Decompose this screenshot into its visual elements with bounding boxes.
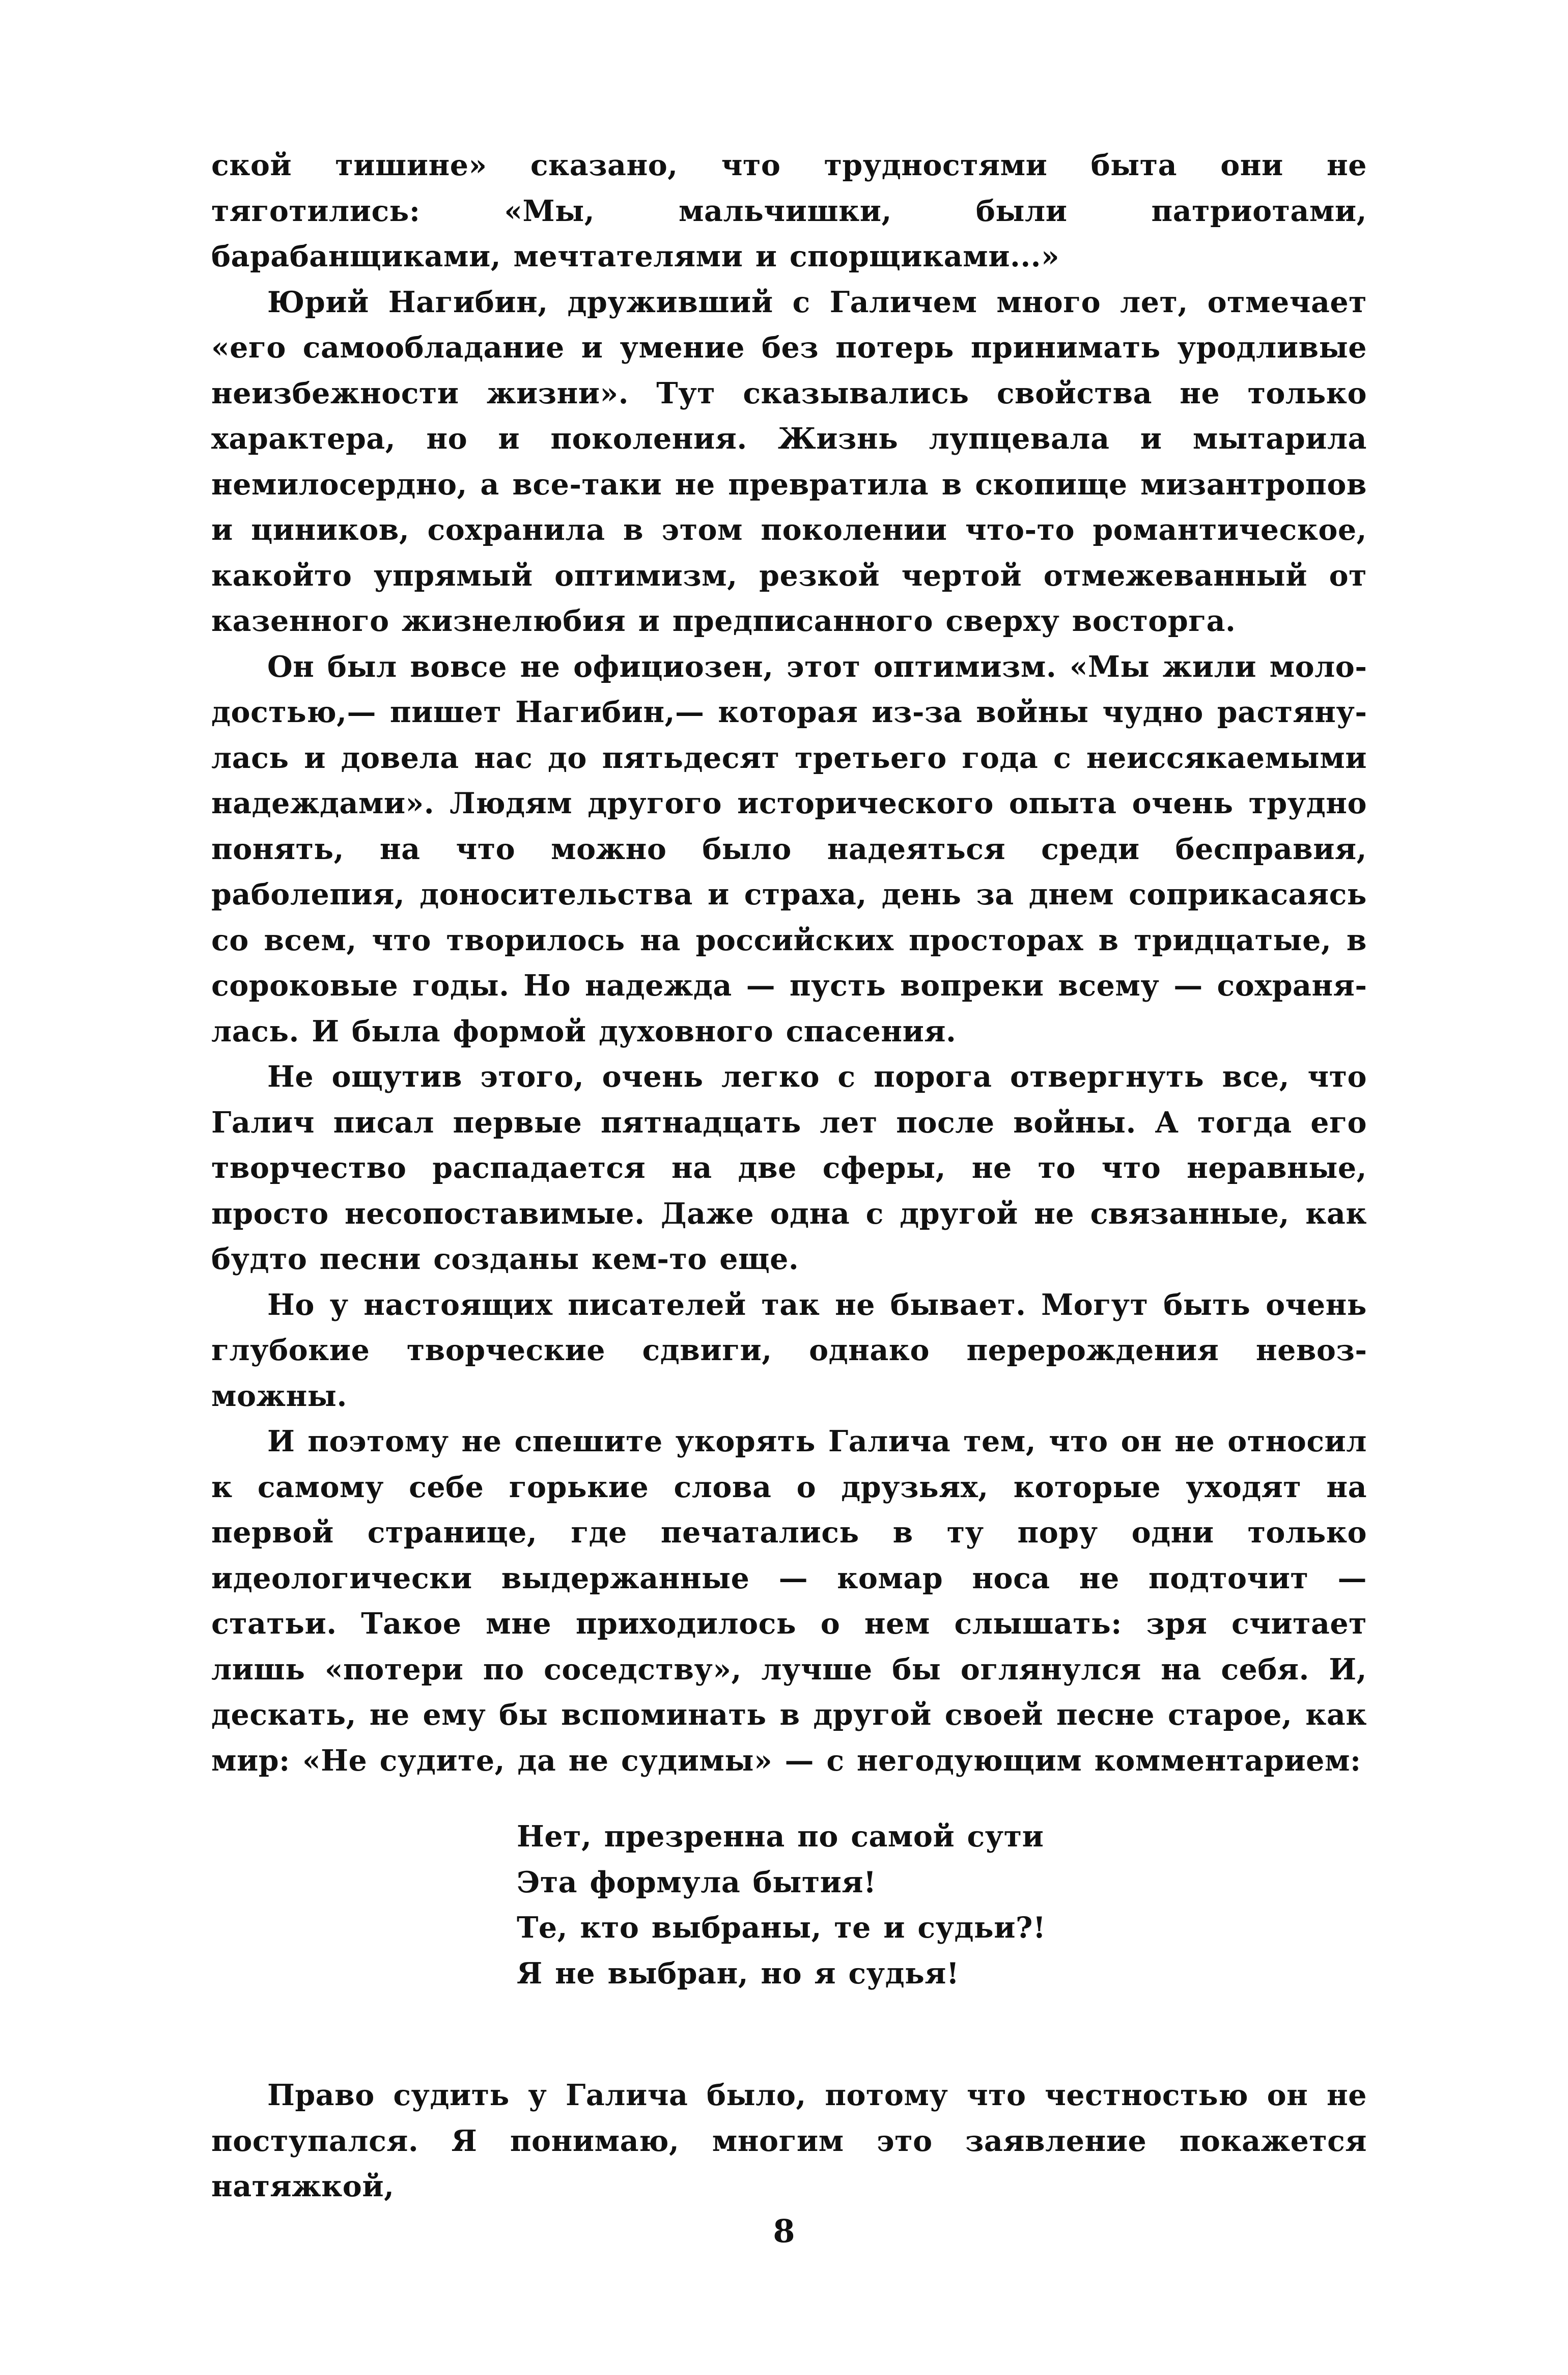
verse-line: Нет, презренна по самой сути xyxy=(517,1819,1044,1854)
paragraph: И поэтому не спешите укорять Галича тем, что он не относил к самому себе горькие слова о друзьях, которые уходят на первой странице, где печатались в ту пору одни только идеологически выдержанные — комар носа не подточит — статьи. Такое мне приходилось о нем слышать: зря считает лишь «потери по соседству», лучше бы оглянулся на себя. И, дескать, не ему бы вспоминать в другой своей песне старое, как мир: «Не судите, да не судимы» — с негодующим комментарием: xyxy=(211,1424,1367,1778)
paragraph: Он был вовсе не официозен, этот оптимизм. «Мы жили молодостью,— пишет Нагибин,— которая из-за войны чудно растянулась и довела нас до пятьдесят третьего года с неиссякаемыми надеждами». Людям другого исторического опыта очень трудно понять, на что можно было надеяться среди бесправия, раболепия, доносительства и страха, день за днем соприкасаясь со всем, что творилось на российских просторах в тридцатые, в сороковые годы. Но надежда — пусть вопреки всему — сохранялась. И была формой духовного спасения. xyxy=(211,649,1367,1048)
paragraph: Право судить у Галича было, потому что честностью он не поступался. Я понимаю, многим это заявление покажется натяжкой, xyxy=(211,2078,1367,2203)
paragraph-continuation: ской тишине» сказано, что трудностями быта они не тяготились: «Мы, мальчишки, были патриотами, барабанщиками, мечтателями и спорщиками...» xyxy=(211,148,1367,273)
verse-line: Те, кто выбраны, те и судьи?! xyxy=(517,1911,1046,1945)
verse-line: Эта формула бытия! xyxy=(517,1865,877,1899)
paragraph: Не ощутив этого, очень легко с порога отвергнуть все, что Галич писал первые пятнадцать лет после войны. А тогда его творчество распадается на две сферы, не то что неравные, просто несопоставимые. Даже одна с другой не связанные, как будто песни созданы кем-то еще. xyxy=(211,1060,1367,1276)
verse-quote xyxy=(517,1814,1367,1996)
paragraph: Но у настоящих писателей так не бывает. Могут быть очень глубокие творческие сдвиги, однако перерождения невозможны. xyxy=(211,1287,1367,1413)
verse-line: Я не выбран, но я судья! xyxy=(517,1956,960,1991)
paragraph: Юрий Нагибин, друживший с Галичем много лет, отмечает «его самообладание и умение без потерь принимать уродливые неизбежности жизни». Тут сказывались свойства не только характера, но и поколения. Жизнь лупцевала и мытарила немилосердно, а все-таки не превратила в скопище мизантропов и циников, сохранила в этом поколении что-то романтическое, какойто упрямый оптимизм, резкой чертой отмежеванный от казенного жизнелюбия и предписанного сверху восторга. xyxy=(211,285,1367,638)
body-text xyxy=(211,143,1367,2210)
page-number: 8 xyxy=(773,2213,795,2250)
